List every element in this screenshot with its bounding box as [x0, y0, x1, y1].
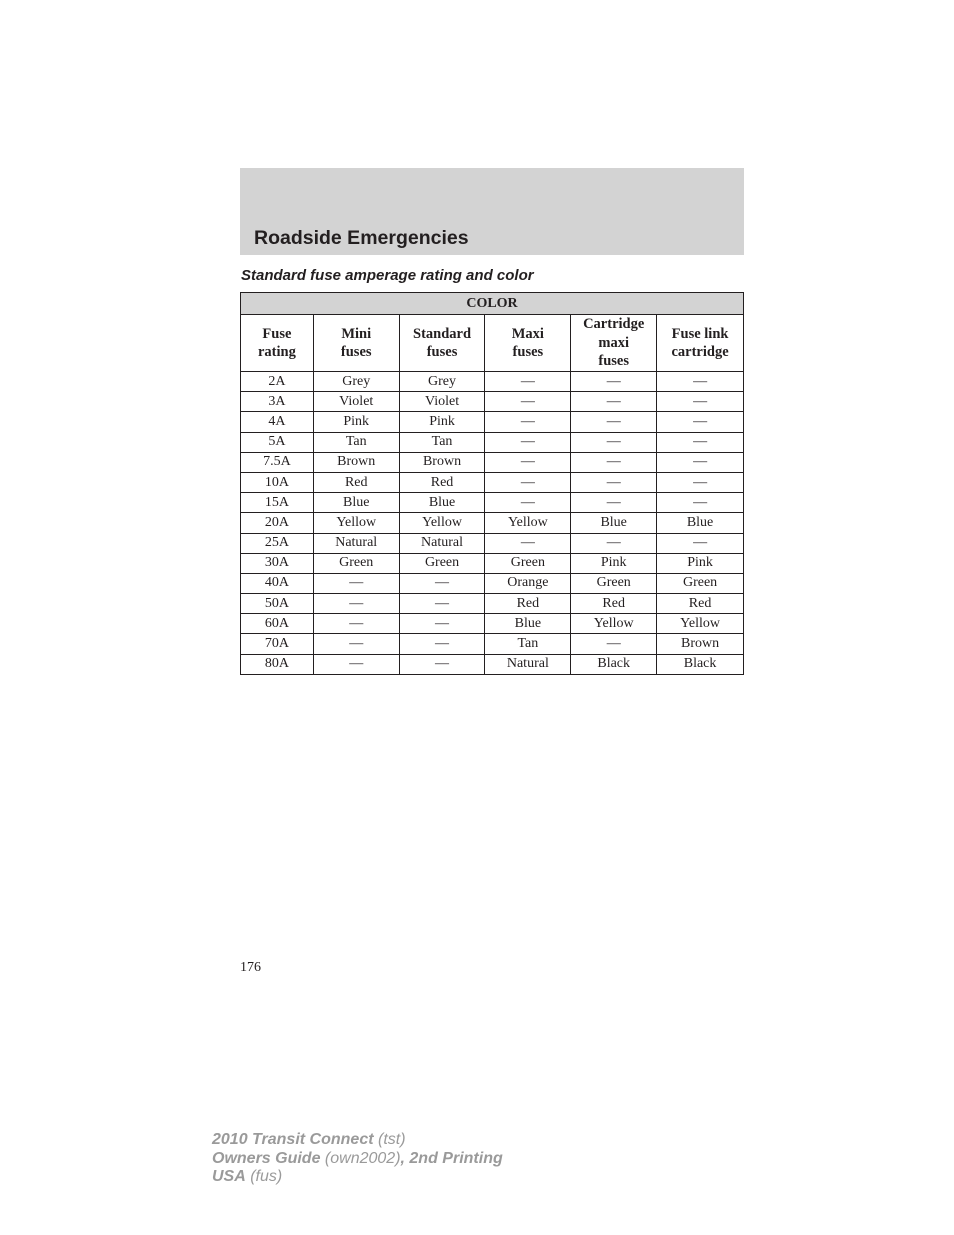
table-cell: —: [313, 634, 399, 654]
table-cell: Red: [571, 594, 657, 614]
table-cell: —: [485, 392, 571, 412]
section-title: Roadside Emergencies: [254, 227, 469, 249]
table-row: [241, 432, 744, 452]
table-cell: —: [571, 452, 657, 472]
table-cell: —: [657, 432, 744, 452]
table-cell: —: [399, 634, 485, 654]
document-footer: [212, 1131, 503, 1187]
table-cell: —: [571, 634, 657, 654]
table-cell: Grey: [399, 372, 485, 392]
table-cell: Tan: [485, 634, 571, 654]
table-cell: Yellow: [571, 614, 657, 634]
footer-printing: , 2nd Printing: [400, 1149, 503, 1167]
table-cell: —: [657, 472, 744, 492]
table-row: [241, 634, 744, 654]
table-cell: —: [571, 392, 657, 412]
table-cell: Yellow: [657, 614, 744, 634]
table-cell: —: [571, 412, 657, 432]
table-row: [241, 372, 744, 392]
column-header-standard-fuses: Standard fuses: [399, 315, 485, 372]
table-cell: Green: [571, 573, 657, 593]
table-cell: —: [657, 452, 744, 472]
table-row: [241, 513, 744, 533]
footer-line-2: [212, 1150, 503, 1169]
table-cell: Black: [657, 654, 744, 674]
table-cell: —: [657, 392, 744, 412]
footer-market-code: (fus): [245, 1168, 283, 1185]
table-cell: —: [399, 614, 485, 634]
table-cell: —: [571, 372, 657, 392]
column-header-mini-fuses: Mini fuses: [313, 315, 399, 372]
table-body: [241, 372, 744, 675]
subsection-title: Standard fuse amperage rating and color: [241, 267, 534, 284]
table-cell: Natural: [313, 533, 399, 553]
table-cell: 3A: [241, 392, 314, 412]
table-cell: 20A: [241, 513, 314, 533]
table-row: [241, 533, 744, 553]
table-cell: 10A: [241, 472, 314, 492]
table-cell: Blue: [399, 493, 485, 513]
table-cell: Violet: [313, 392, 399, 412]
table-row: [241, 392, 744, 412]
table-cell: —: [657, 493, 744, 513]
table-cell: Yellow: [313, 513, 399, 533]
table-row: [241, 594, 744, 614]
table-cell: Natural: [399, 533, 485, 553]
table-cell: Brown: [657, 634, 744, 654]
table-cell: Green: [485, 553, 571, 573]
table-cell: —: [485, 432, 571, 452]
table-cell: —: [485, 412, 571, 432]
table-cell: 50A: [241, 594, 314, 614]
table-cell: —: [571, 432, 657, 452]
table-cell: 15A: [241, 493, 314, 513]
table-cell: Pink: [313, 412, 399, 432]
table-row: [241, 553, 744, 573]
table-cell: Pink: [571, 553, 657, 573]
table-cell: Green: [657, 573, 744, 593]
table-cell: 7.5A: [241, 452, 314, 472]
table-cell: —: [399, 654, 485, 674]
table-cell: Black: [571, 654, 657, 674]
table-cell: Grey: [313, 372, 399, 392]
table-cell: —: [313, 614, 399, 634]
table-cell: Orange: [485, 573, 571, 593]
table-cell: —: [571, 493, 657, 513]
footer-line-3: [212, 1168, 503, 1187]
table-cell: —: [571, 472, 657, 492]
table-cell: —: [657, 372, 744, 392]
table-cell: Blue: [313, 493, 399, 513]
column-header-maxi-fuses: Maxi fuses: [485, 315, 571, 372]
table-cell: Green: [313, 553, 399, 573]
table-cell: Blue: [485, 614, 571, 634]
table-cell: —: [485, 493, 571, 513]
footer-line-1: [212, 1131, 503, 1150]
footer-guide: Owners Guide: [212, 1149, 321, 1167]
table-cell: 4A: [241, 412, 314, 432]
table-cell: Red: [399, 472, 485, 492]
table-row: [241, 472, 744, 492]
table-cell: —: [657, 533, 744, 553]
table-cell: Pink: [399, 412, 485, 432]
table-row: [241, 493, 744, 513]
column-header-cartridge-maxi-fuses: Cartridge maxi fuses: [571, 315, 657, 372]
table-cell: —: [485, 472, 571, 492]
table-cell: —: [485, 372, 571, 392]
table-cell: Red: [313, 472, 399, 492]
page-number: 176: [240, 960, 261, 975]
table-cell: Tan: [313, 432, 399, 452]
table-cell: Brown: [399, 452, 485, 472]
section-header-band: [240, 168, 744, 255]
table-row: [241, 614, 744, 634]
color-group-header: COLOR: [241, 293, 744, 315]
table-row: [241, 452, 744, 472]
footer-model: 2010 Transit Connect: [212, 1131, 374, 1148]
table-cell: 25A: [241, 533, 314, 553]
footer-guide-code: (own2002): [320, 1149, 401, 1167]
table-cell: —: [313, 573, 399, 593]
table-cell: 30A: [241, 553, 314, 573]
table-cell: Pink: [657, 553, 744, 573]
table-cell: Green: [399, 553, 485, 573]
column-header-fuse-rating: Fuse rating: [241, 315, 314, 372]
table-cell: Violet: [399, 392, 485, 412]
table-row: [241, 412, 744, 432]
table-cell: Yellow: [485, 513, 571, 533]
table-cell: Tan: [399, 432, 485, 452]
table-cell: 80A: [241, 654, 314, 674]
table-row: [241, 654, 744, 674]
table-cell: 5A: [241, 432, 314, 452]
table-cell: 70A: [241, 634, 314, 654]
table-cell: Blue: [571, 513, 657, 533]
table-cell: Red: [657, 594, 744, 614]
table-row: [241, 573, 744, 593]
table-cell: Brown: [313, 452, 399, 472]
table-cell: —: [485, 533, 571, 553]
table-cell: —: [571, 533, 657, 553]
table-cell: —: [313, 594, 399, 614]
table-cell: —: [313, 654, 399, 674]
table-cell: —: [399, 573, 485, 593]
table-cell: —: [485, 452, 571, 472]
table-cell: 40A: [241, 573, 314, 593]
column-header-fuse-link-cartridge: Fuse link cartridge: [657, 315, 744, 372]
table-cell: 60A: [241, 614, 314, 634]
table-column-header-row: [241, 315, 744, 372]
footer-model-code: (tst): [373, 1131, 406, 1148]
table-cell: 2A: [241, 372, 314, 392]
table-cell: —: [399, 594, 485, 614]
table-cell: Red: [485, 594, 571, 614]
table-group-header-row: [241, 293, 744, 315]
fuse-color-table: [240, 292, 744, 675]
table-cell: Natural: [485, 654, 571, 674]
table-cell: Yellow: [399, 513, 485, 533]
table-cell: —: [657, 412, 744, 432]
footer-market: USA: [212, 1168, 246, 1185]
table-cell: Blue: [657, 513, 744, 533]
